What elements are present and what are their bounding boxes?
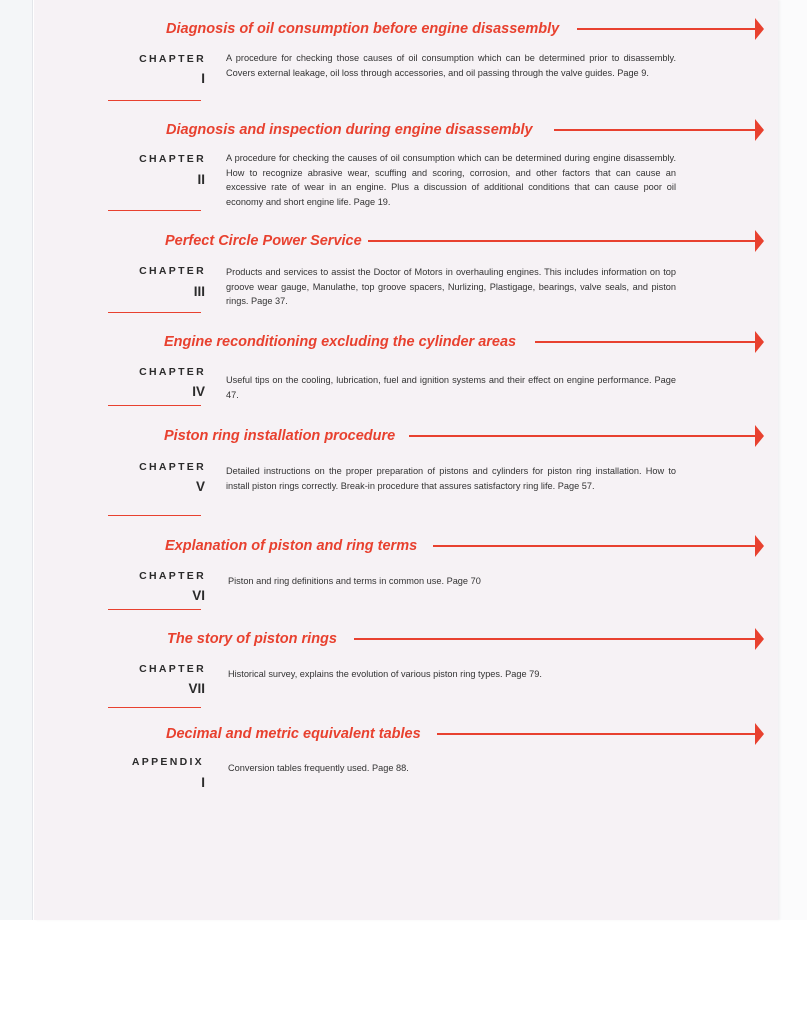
divider-rule	[108, 609, 201, 610]
scan-right-edge	[778, 0, 807, 920]
chapter-description: Detailed instructions on the proper preparation of pistons and cylinders for piston ring installation. How to install piston rings correctly. Break-in procedure that assures satisfactory ring life. Page 57.	[226, 466, 676, 491]
chapter-number: VII	[188, 681, 205, 696]
contents-page	[34, 0, 778, 920]
chapter-label: CHAPTER	[139, 663, 206, 675]
divider-rule	[108, 100, 201, 101]
arrow-icon	[535, 333, 764, 351]
arrow-icon	[577, 20, 764, 38]
chapter-number: V	[195, 479, 205, 494]
section-title: Piston ring installation procedure	[164, 428, 396, 444]
chapter-description: Piston and ring definitions and terms in common use. Page 70	[228, 576, 481, 586]
chapter-number: I	[201, 71, 205, 86]
chapter-number: III	[193, 284, 205, 299]
chapter-description: Historical survey, explains the evolution of various piston ring types. Page 79.	[228, 669, 542, 679]
arrow-icon	[409, 427, 764, 445]
appendix-label: APPENDIX	[131, 756, 204, 768]
chapter-label: CHAPTER	[139, 570, 206, 582]
section-title: Diagnosis and inspection during engine disassembly	[166, 122, 533, 138]
chapter-description: A procedure for checking those causes of oil consumption which can be determined prior to disassembly. Covers external leakage, oil loss through accessories, and oil passing through the valve guides. Page 9.	[226, 53, 676, 78]
appendix-description: Conversion tables frequently used. Page 88.	[228, 763, 409, 773]
divider-rule	[108, 515, 201, 516]
chapter-label: CHAPTER	[139, 461, 206, 473]
arrow-icon	[368, 232, 764, 250]
arrow-icon	[554, 121, 764, 139]
section-title: Perfect Circle Power Service	[165, 233, 362, 249]
chapter-number: IV	[192, 384, 205, 399]
arrow-icon	[437, 725, 764, 743]
divider-rule	[108, 312, 201, 313]
chapter-number: II	[197, 172, 205, 187]
section-title: Explanation of piston and ring terms	[165, 538, 418, 554]
section-title: Engine reconditioning excluding the cylinder areas	[164, 334, 517, 350]
section-title: Decimal and metric equivalent tables	[166, 726, 421, 742]
chapter-label: CHAPTER	[139, 265, 206, 277]
divider-rule	[108, 210, 201, 211]
chapter-number: VI	[192, 588, 205, 603]
chapter-description: A procedure for checking the causes of oil consumption which can be determined during engine disassembly. How to recognize abrasive wear, scuffing and scoring, corrosion, and other factors that can cause an excessive rate of wear in an engine. Plus a discussion of additional conditions that can cause poor oil economy and short engine life. Page 19.	[226, 153, 676, 207]
divider-rule	[108, 405, 201, 406]
arrow-icon	[354, 630, 764, 648]
chapter-label: CHAPTER	[139, 366, 206, 378]
chapter-description: Useful tips on the cooling, lubrication, fuel and ignition systems and their effect on engine performance. Page 47.	[226, 375, 676, 400]
section-title: Diagnosis of oil consumption before engine disassembly	[166, 21, 560, 37]
divider-rule	[108, 707, 201, 708]
section-title: The story of piston rings	[167, 631, 337, 647]
chapter-label: CHAPTER	[139, 53, 206, 65]
scan-left-edge	[0, 0, 33, 920]
chapter-label: CHAPTER	[139, 153, 206, 165]
appendix-number: I	[201, 775, 205, 790]
arrow-icon	[433, 537, 764, 555]
chapter-description: Products and services to assist the Doctor of Motors in overhauling engines. This includes information on top groove wear gauge, Manulathe, top groove spacers, Nurlizing, Plastigage, bearings, valve seals, and piston rings. Page 37.	[226, 267, 676, 306]
